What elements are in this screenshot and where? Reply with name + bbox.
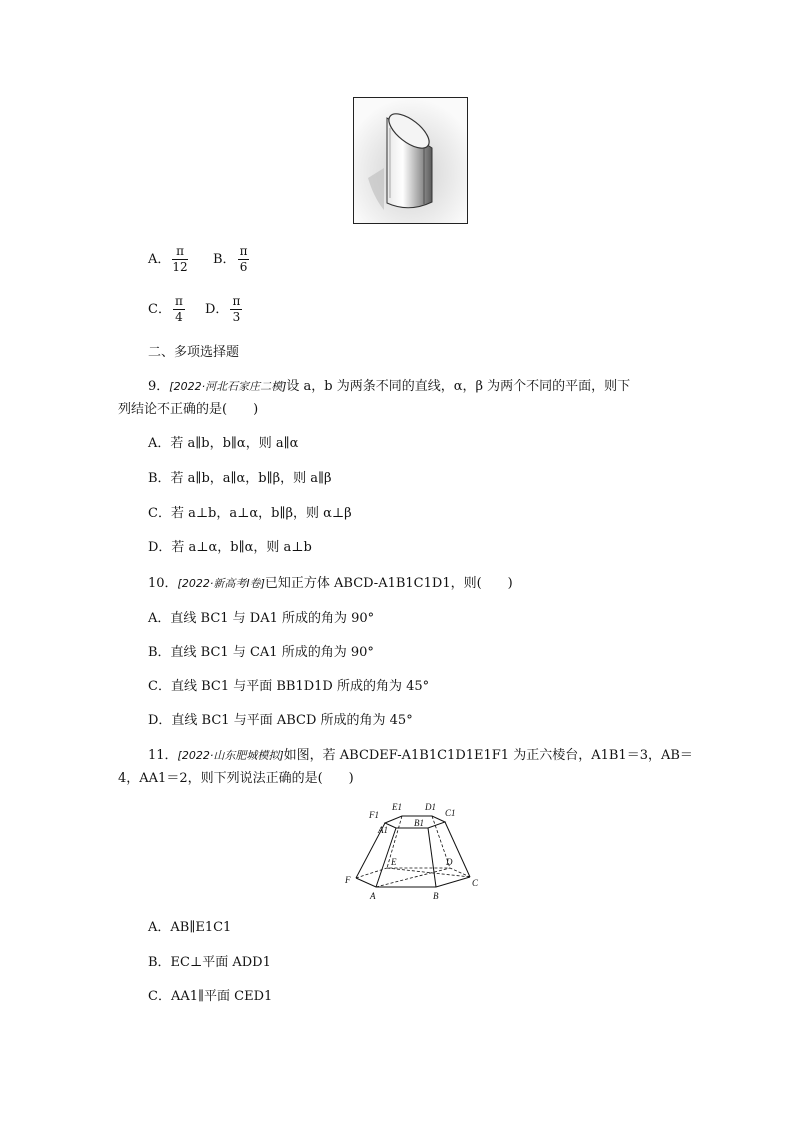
q8-option-a: A． $\frac{\pi}{12}$ bbox=[148, 244, 188, 274]
q9-option-a: A．若 a∥b，b∥α，则 a∥α bbox=[148, 436, 299, 451]
q8-option-b: B． $\frac{\pi}{6}$ bbox=[213, 244, 248, 274]
label-f: F bbox=[345, 875, 351, 885]
q9-stem-line1: 9．[2022·河北石家庄二模]设 a，b 为两条不同的直线，α，β 为两个不同的平面，则下 bbox=[148, 379, 631, 394]
section-title: 二、多项选择题 bbox=[148, 345, 240, 360]
q11-option-b: B．EC⊥平面 ADD1 bbox=[148, 955, 271, 970]
q9-option-c: C．若 a⊥b，a⊥α，b∥β，则 α⊥β bbox=[148, 506, 352, 521]
label-f1: F1 bbox=[369, 810, 379, 820]
q10-option-a: A．直线 BC1 与 DA1 所成的角为 90° bbox=[148, 611, 375, 626]
label-c1: C1 bbox=[445, 808, 456, 818]
label-d: D bbox=[446, 857, 453, 867]
q8-option-d: D． $\frac{\pi}{3}$ bbox=[205, 294, 241, 324]
label-e: E bbox=[391, 857, 397, 867]
label-b1: B1 bbox=[414, 818, 424, 828]
label-a1: A1 bbox=[378, 825, 388, 835]
q10-stem: 10．[2022·新高考Ⅰ卷]已知正方体 ABCD-A1B1C1D1，则( ) bbox=[148, 576, 513, 591]
q9-stem-line2: 列结论不正确的是( ) bbox=[118, 402, 259, 417]
label-a: A bbox=[370, 891, 376, 901]
label-b: B bbox=[433, 891, 439, 901]
q10-option-c: C．直线 BC1 与平面 BB1D1D 所成的角为 45° bbox=[148, 679, 430, 694]
q10-option-b: B．直线 BC1 与 CA1 所成的角为 90° bbox=[148, 645, 374, 660]
label-c: C bbox=[472, 878, 479, 888]
q11-option-c: C．AA1∥平面 CED1 bbox=[148, 989, 273, 1004]
q9-option-b: B．若 a∥b，a∥α，b∥β，则 a∥β bbox=[148, 471, 332, 486]
cylinder-photo bbox=[353, 97, 468, 224]
q11-option-a: A．AB∥E1C1 bbox=[148, 920, 232, 935]
q8-option-c: C． $\frac{\pi}{4}$ bbox=[148, 294, 183, 324]
label-d1: D1 bbox=[425, 802, 436, 812]
q11-stem-line2: 4，AA1＝2，则下列说法正确的是( ) bbox=[118, 771, 354, 786]
hexagonal-frustum-figure bbox=[342, 800, 488, 908]
q10-option-d: D．直线 BC1 与平面 ABCD 所成的角为 45° bbox=[148, 713, 413, 728]
q9-option-d: D．若 a⊥α，b∥α，则 a⊥b bbox=[148, 540, 312, 555]
label-e1: E1 bbox=[392, 802, 402, 812]
q11-stem-line1: 11．[2022·山东肥城模拟]如图，若 ABCDEF-A1B1C1D1E1F1 为正六棱台，A1B1＝3，AB＝ bbox=[148, 748, 693, 763]
